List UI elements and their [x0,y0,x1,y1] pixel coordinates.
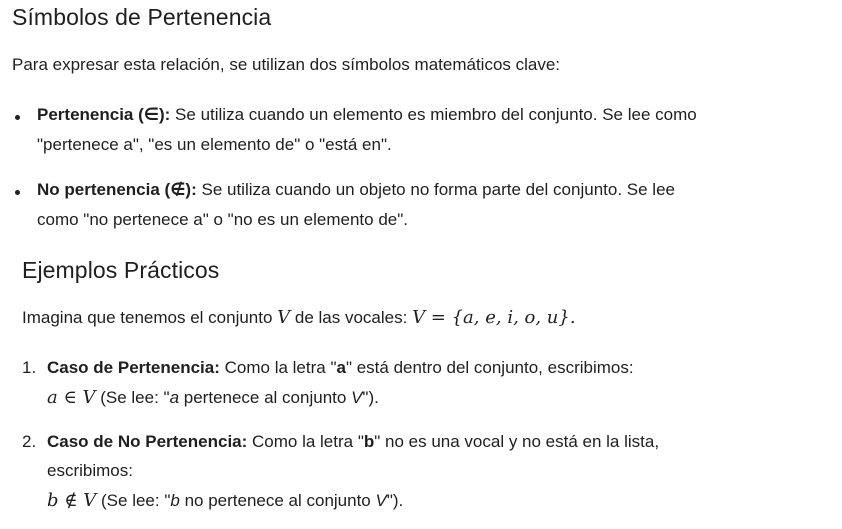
list-item-not-belongs-line1: No pertenencia (∉): Se utiliza cuando un objeto no forma parte del conjunto. Se lee [37,180,675,199]
case-label: Caso de No Pertenencia: [47,432,248,451]
section-title-symbols: Símbolos de Pertenencia [12,4,272,30]
term-label: No pertenencia (∉): [37,180,197,199]
bullet-dot [15,115,20,120]
example-1-line1: Caso de Pertenencia: Como la letra "a" está dentro del conjunto, escribimos: [47,358,634,377]
example-1-line2: a ∈ V (Se lee: "a pertenece al conjunto V"). [47,387,379,408]
list-item-not-belongs-line2: como "no pertenece a" o "no es un elemento de". [37,210,408,229]
example-2-line3: b ∉ V (Se lee: "b no pertenece al conjunto V"). [47,490,404,511]
examples-intro: Imagina que tenemos el conjunto V de las vocales: V = {a, e, i, o, u}. [22,307,576,328]
list-number: 1. [22,358,37,377]
bullet-dot [15,190,20,195]
list-number: 2. [22,432,37,451]
case-label: Caso de Pertenencia: [47,358,220,377]
list-item-belongs-line1: Pertenencia (∈): Se utiliza cuando un elemento es miembro del conjunto. Se lee como [37,105,697,124]
example-2-line2: escribimos: [47,461,133,480]
intro-paragraph: Para expresar esta relación, se utilizan dos símbolos matemáticos clave: [12,55,561,74]
section-title-examples: Ejemplos Prácticos [22,257,220,283]
list-item-belongs-line2: "pertenece a", "es un elemento de" o "está en". [37,135,392,154]
math-formula: a ∈ V [47,387,96,408]
math-set: = {a, e, i, o, u}. [425,307,576,328]
math-var: V [277,307,291,328]
term-label: Pertenencia (∈): [37,105,171,124]
example-2-line1: Caso de No Pertenencia: Como la letra "b" no es una vocal y no está en la lista, [47,432,660,451]
math-var: V [412,307,426,328]
math-formula: b ∉ V [47,490,97,511]
